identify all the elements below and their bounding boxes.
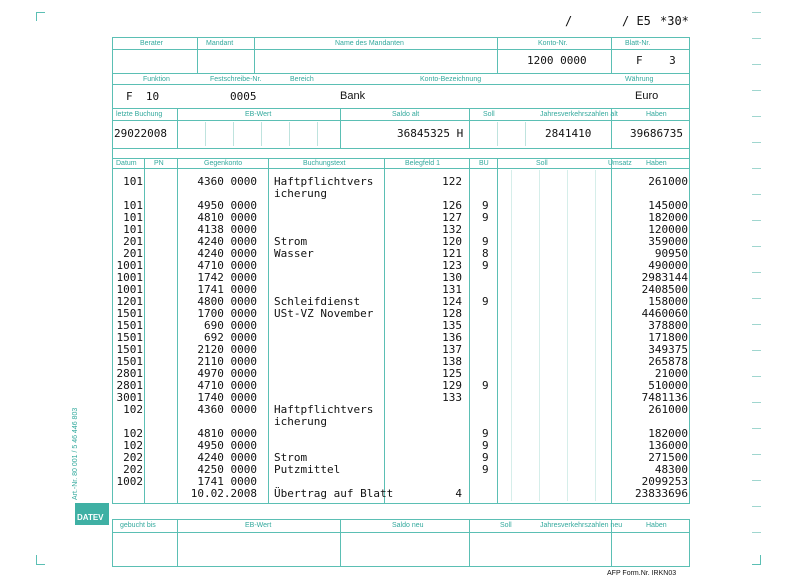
cell-belegfeld: 129	[442, 379, 462, 392]
cell-belegfeld: 137	[442, 343, 462, 356]
cell-buchungstext: Schleifdienst	[274, 295, 361, 308]
cell-datum: 101	[123, 223, 143, 236]
th-haben: Haben	[646, 160, 667, 167]
cell-datum: 201	[123, 247, 143, 260]
feed-hole-mark	[752, 116, 761, 117]
th-belegfeld: Belegfeld 1	[405, 160, 441, 167]
label-festschreibe: Festschreibe-Nr.	[210, 76, 262, 83]
cell-gegenkonto: 4138 0000	[197, 223, 257, 236]
cell-haben: 349375	[648, 343, 688, 356]
cell-belegfeld: 125	[442, 367, 462, 380]
festschreibe-value: 0005	[230, 90, 257, 103]
cell-haben: 171800	[648, 331, 688, 344]
cell-gegenkonto: 1740 0000	[197, 391, 257, 404]
cell-gegenkonto: 4360 0000	[197, 403, 257, 416]
cell-haben: 120000	[648, 223, 688, 236]
cell-datum: 1501	[116, 331, 143, 344]
cell-gegenkonto: 4240 0000	[197, 451, 257, 464]
cell-haben: 136000	[648, 439, 688, 452]
cell-gegenkonto: 4800 0000	[197, 295, 257, 308]
datev-logo	[75, 503, 109, 525]
cell-haben: 2099253	[641, 475, 688, 488]
top-star: *30*	[660, 14, 689, 28]
label-saldo-neu: Saldo neu	[392, 522, 424, 529]
feed-hole-mark	[752, 142, 761, 143]
cell-belegfeld: 124	[442, 295, 462, 308]
cell-gegenkonto: 4810 0000	[197, 427, 257, 440]
cell-gegenkonto: 4950 0000	[197, 199, 257, 212]
feed-hole-mark	[752, 506, 761, 507]
feed-hole-mark	[752, 38, 761, 39]
cell-gegenkonto: 4250 0000	[197, 463, 257, 476]
cell-belegfeld: 131	[442, 283, 462, 296]
cell-buchungstext: USt-VZ November	[274, 307, 374, 320]
cell-haben: 21000	[654, 367, 688, 380]
cell-datum: 2801	[116, 367, 143, 380]
cell-datum: 1001	[116, 259, 143, 272]
feed-hole-mark	[752, 12, 761, 13]
cell-belegfeld: 132	[442, 223, 462, 236]
cell-datum: 1501	[116, 319, 143, 332]
cell-haben: 23833696	[635, 487, 688, 500]
cell-haben: 4460060	[641, 307, 688, 320]
cell-buchungstext: Übertrag auf Blatt	[274, 487, 394, 500]
cell-belegfeld: 127	[442, 211, 462, 224]
cell-gegenkonto: 1741 0000	[197, 475, 257, 488]
cell-gegenkonto: 1742 0000	[197, 271, 257, 284]
cell-haben: 510000	[648, 379, 688, 392]
cell-datum: 3001	[116, 391, 143, 404]
cell-datum: 101	[123, 199, 143, 212]
cell-gegenkonto: 4970 0000	[197, 367, 257, 380]
feed-hole-mark	[752, 168, 761, 169]
cell-gegenkonto: 692 0000	[204, 331, 257, 344]
cell-datum: 1001	[116, 271, 143, 284]
cell-haben: 261000	[648, 403, 688, 416]
th-datum: Datum	[116, 160, 137, 167]
cell-datum: 102	[123, 439, 143, 452]
letzte-buchung-value: 29022008	[114, 127, 167, 140]
cell-buchungstext: icherung	[274, 187, 327, 200]
cell-haben: 182000	[648, 427, 688, 440]
cell-datum: 101	[123, 211, 143, 224]
cell-haben: 490000	[648, 259, 688, 272]
cell-belegfeld: 121	[442, 247, 462, 260]
th-bu: BU	[479, 160, 489, 167]
cell-gegenkonto: 4810 0000	[197, 211, 257, 224]
cell-gegenkonto: 2120 0000	[197, 343, 257, 356]
cell-belegfeld: 122	[442, 175, 462, 188]
cell-buchungstext: Putzmittel	[274, 463, 341, 476]
cell-datum: 1201	[116, 295, 143, 308]
cell-belegfeld: 120	[442, 235, 462, 248]
konto-nr-value: 1200 0000	[527, 54, 587, 67]
cell-bu: 9	[482, 451, 489, 464]
th-gegenkonto: Gegenkonto	[204, 160, 243, 167]
saldo-alt-value: 36845325 H	[397, 127, 464, 140]
label-haben-neu: Haben	[646, 522, 667, 529]
table-row	[0, 404, 800, 416]
cell-haben: 2408500	[641, 283, 688, 296]
label-name: Name des Mandanten	[335, 40, 404, 47]
th-soll: Soll	[536, 160, 548, 167]
label-konto-nr: Konto-Nr.	[538, 40, 568, 47]
th-pn: PN	[154, 160, 164, 167]
cell-datum: 1501	[116, 307, 143, 320]
cell-gegenkonto: 10.02.2008	[190, 487, 257, 500]
cell-haben: 271500	[648, 451, 688, 464]
cell-gegenkonto: 4360 0000	[197, 175, 257, 188]
cell-datum: 101	[123, 175, 143, 188]
label-mandant: Mandant	[206, 40, 234, 47]
datev-logo-text: DATEV	[77, 513, 104, 522]
label-letzte-buchung: letzte Buchung	[116, 111, 163, 118]
cell-belegfeld: 123	[442, 259, 462, 272]
cell-belegfeld: 128	[442, 307, 462, 320]
label-konto-bezeichnung: Konto-Bezeichnung	[420, 76, 482, 83]
cell-gegenkonto: 1741 0000	[197, 283, 257, 296]
label-soll-neu: Soll	[500, 522, 512, 529]
cell-gegenkonto: 4240 0000	[197, 247, 257, 260]
feed-hole-mark	[752, 90, 761, 91]
label-funktion: Funktion	[143, 76, 170, 83]
label-waehrung: Währung	[625, 76, 654, 83]
cell-haben: 378800	[648, 319, 688, 332]
soll-alt-value: 2841410	[545, 127, 592, 140]
feed-hole-mark	[752, 532, 761, 533]
cell-belegfeld: 126	[442, 199, 462, 212]
cell-belegfeld: 136	[442, 331, 462, 344]
side-article-number: Art.-Nr. 80 001 / 5 46 446 803	[72, 407, 79, 500]
cell-bu: 9	[482, 379, 489, 392]
feed-hole-mark	[752, 64, 761, 65]
label-eb-wert-neu: EB-Wert	[245, 522, 272, 529]
waehrung-value: Euro	[635, 90, 659, 102]
cell-haben: 145000	[648, 199, 688, 212]
label-jvz-alt: Jahresverkehrszahlen alt	[540, 111, 618, 118]
label-haben: Haben	[646, 111, 667, 118]
cell-bu: 9	[482, 211, 489, 224]
cell-buchungstext: Haftpflichtvers	[274, 403, 374, 416]
cell-datum: 201	[123, 235, 143, 248]
cell-bu: 9	[482, 439, 489, 452]
cell-belegfeld: 4	[455, 487, 462, 500]
label-saldo-alt: Saldo alt	[392, 111, 420, 118]
cell-gegenkonto: 2110 0000	[197, 355, 257, 368]
cell-haben: 48300	[654, 463, 688, 476]
cell-haben: 90950	[654, 247, 688, 260]
cell-haben: 359000	[648, 235, 688, 248]
cell-belegfeld: 133	[442, 391, 462, 404]
cell-gegenkonto: 4950 0000	[197, 439, 257, 452]
cell-bu: 9	[482, 427, 489, 440]
cell-datum: 1001	[116, 283, 143, 296]
blatt-nr-value: F 3	[636, 54, 676, 67]
funktion-value: F 10	[126, 90, 160, 103]
cell-datum: 202	[123, 463, 143, 476]
cell-haben: 2983144	[641, 271, 688, 284]
cell-bu: 8	[482, 247, 489, 260]
label-blatt-nr: Blatt-Nr.	[625, 40, 651, 47]
cell-haben: 265878	[648, 355, 688, 368]
cell-gegenkonto: 4710 0000	[197, 379, 257, 392]
cell-haben: 158000	[648, 295, 688, 308]
label-gebucht-bis: gebucht bis	[120, 522, 156, 529]
cell-datum: 102	[123, 403, 143, 416]
cell-gegenkonto: 4240 0000	[197, 235, 257, 248]
konto-bezeichnung-value: Bank	[340, 90, 366, 102]
cell-buchungstext: Haftpflichtvers	[274, 175, 374, 188]
cell-buchungstext: Strom	[274, 451, 308, 464]
cell-gegenkonto: 690 0000	[204, 319, 257, 332]
cell-belegfeld: 130	[442, 271, 462, 284]
th-umsatz: Umsatz	[608, 160, 632, 167]
cell-datum: 1002	[116, 475, 143, 488]
cell-buchungstext: icherung	[274, 415, 327, 428]
cell-belegfeld: 138	[442, 355, 462, 368]
haben-alt-value: 39686735	[630, 127, 683, 140]
cell-datum: 102	[123, 427, 143, 440]
label-jvz-neu: Jahresverkehrszahlen neu	[540, 522, 623, 529]
cell-haben: 7481136	[641, 391, 688, 404]
label-bereich: Bereich	[290, 76, 314, 83]
cell-gegenkonto: 1700 0000	[197, 307, 257, 320]
top-slash: /	[565, 14, 573, 28]
cell-bu: 9	[482, 199, 489, 212]
cell-bu: 9	[482, 463, 489, 476]
label-berater: Berater	[140, 40, 163, 47]
cell-haben: 182000	[648, 211, 688, 224]
cell-buchungstext: Wasser	[274, 247, 314, 260]
table-row	[0, 488, 800, 500]
cell-datum: 2801	[116, 379, 143, 392]
cell-belegfeld: 135	[442, 319, 462, 332]
cell-haben: 261000	[648, 175, 688, 188]
table-row	[0, 176, 800, 188]
cell-buchungstext: Strom	[274, 235, 308, 248]
cell-datum: 202	[123, 451, 143, 464]
cell-datum: 1501	[116, 355, 143, 368]
label-eb-wert: EB-Wert	[245, 111, 272, 118]
top-code: / E5	[622, 14, 651, 28]
cell-datum: 1501	[116, 343, 143, 356]
cell-bu: 9	[482, 295, 489, 308]
cell-gegenkonto: 4710 0000	[197, 259, 257, 272]
label-soll: Soll	[483, 111, 495, 118]
cell-bu: 9	[482, 235, 489, 248]
cell-bu: 9	[482, 259, 489, 272]
th-buchungstext: Buchungstext	[303, 160, 346, 167]
form-number: AFP Form.Nr. IRKN03	[607, 570, 677, 577]
